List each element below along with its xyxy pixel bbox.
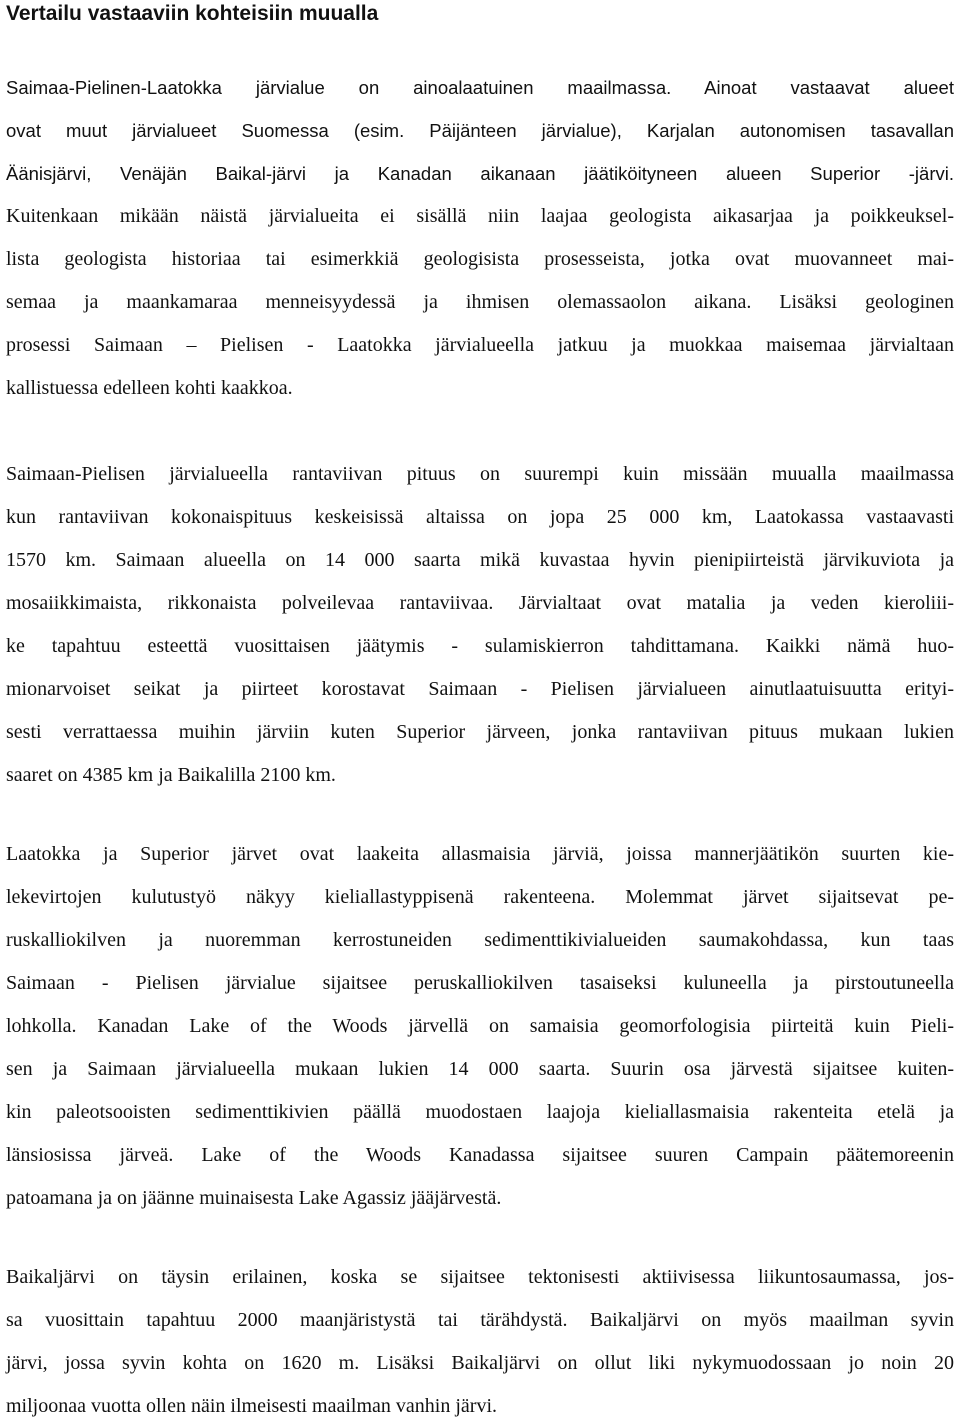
- text-line: [6, 625, 954, 668]
- text-line-content: sesti verrattaessa muihin järviin kuten Superior järveen, jonka rantaviivan pituus mukaan lukien: [6, 721, 954, 743]
- text-line-content: kin paleotsooisten sedimenttikivien päällä muodostaen laajoja kieliallasmaisia rakenteita etelä ja: [6, 1101, 954, 1123]
- text-line-content: Baikaljärvi on täysin erilainen, koska se sijaitsee tektonisesti aktiivisessa liikuntosaumassa, jos-: [6, 1266, 954, 1288]
- text-line: [6, 152, 954, 195]
- text-line: [6, 754, 954, 797]
- text-line-content: semaa ja maankamaraa menneisyydessä ja ihmisen olemassaolon aikana.: [6, 291, 752, 313]
- text-line-content: lohkolla. Kanadan Lake of the Woods järvellä on samaisia geomorfologisia piirteitä kuin Pieli-: [6, 1015, 954, 1037]
- text-line-content: Äänisjärvi, Venäjän Baikal-järvi ja Kanadan aikanaan jäätiköityneen alueen Superior -järvi.: [6, 163, 954, 184]
- text-line: [6, 833, 954, 876]
- text-line-content: länsiosissa järveä. Lake of the Woods Kanadassa sijaitsee suuren Campain päätemoreenin: [6, 1144, 954, 1166]
- text-line-content: lekevirtojen kulutustyö näkyy kieliallastyppisenä rakenteena. Molemmat järvet sijaitsevat pe-: [6, 886, 954, 908]
- text-line-content: miljoonaa vuotta ollen näin ilmeisesti maailman vanhin järvi.: [6, 1395, 497, 1417]
- paragraph-laatokka-superior: [6, 833, 954, 1220]
- text-line: [6, 1385, 954, 1428]
- text-line: [6, 66, 954, 109]
- text-line: [6, 367, 954, 410]
- text-line-content: ruskalliokilven ja nuoremman kerrostuneiden sedimenttikivialueiden saumakohdassa, kun taas: [6, 929, 954, 951]
- text-line-content: Laatokka ja Superior järvet ovat laakeita allasmaisia järviä, joissa mannerjäätikön suurten kie-: [6, 843, 954, 865]
- text-line-content: Saimaan - Pielisen järvialue sijaitsee peruskalliokilven tasaiseksi kuluneella ja pirstoutuneella: [6, 972, 954, 994]
- text-line: [6, 582, 954, 625]
- text-line: [6, 324, 954, 367]
- text-line-content: ovat muut järvialueet Suomessa (esim. Päijänteen järvialue), Karjalan autonomisen tasavallan: [6, 120, 954, 141]
- text-line: [6, 1134, 954, 1177]
- text-line: [6, 281, 954, 324]
- text-line: [6, 962, 954, 1005]
- text-line: [6, 195, 954, 238]
- text-line-content: Kuitenkaan mikään näistä järvialueita ei sisällä niin laajaa geologista aikasarjaa ja poikkeuksel-: [6, 205, 954, 227]
- text-line-content: sen ja Saimaan järvialueella mukaan lukien 14 000 saarta. Suurin osa järvestä sijaitsee kuiten-: [6, 1058, 954, 1080]
- text-line: [6, 1091, 954, 1134]
- text-line-content: mosaiikkimaista, rikkonaista polveilevaa rantaviivaa. Järvialtaat ovat matalia ja veden kieroliii-: [6, 592, 954, 614]
- text-line-content: prosessi Saimaan – Pielisen - Laatokka järvialueella jatkuu ja muokkaa maisemaa järvialtaan: [6, 334, 954, 356]
- text-line: [6, 238, 954, 281]
- text-line-tail: Lisäksi geologinen: [751, 291, 954, 313]
- paragraph-comparison-intro: [6, 66, 954, 410]
- document-title: Vertailu vastaaviin kohteisiin muualla: [6, 2, 379, 25]
- text-line: [6, 109, 954, 152]
- text-line-content: Saimaa-Pielinen-Laatokka järvialue on ainoalaatuinen maailmassa. Ainoat vastaavat alueet: [6, 77, 954, 98]
- paragraph-shoreline: [6, 453, 954, 797]
- text-line: [6, 496, 954, 539]
- text-line: [6, 919, 954, 962]
- text-line-content: järvi, jossa syvin kohta on 1620 m. Lisäksi Baikaljärvi on ollut liki nykymuodossaan jo noin 20: [6, 1352, 954, 1374]
- text-line-content: kun rantaviivan kokonaispituus keskeisissä altaissa on jopa 25 000 km, Laatokassa vastaavasti: [6, 506, 954, 528]
- text-line: [6, 876, 954, 919]
- text-line: [6, 539, 954, 582]
- text-line-content: ke tapahtuu esteettä vuosittaisen jäätymis - sulamiskierron tahdittamana. Kaikki nämä huo-: [6, 635, 954, 657]
- text-line-content: mionarvoiset seikat ja piirteet korostavat Saimaan - Pielisen järvialueen ainutlaatuisuutta erityi-: [6, 678, 954, 700]
- text-line: [6, 1005, 954, 1048]
- text-line: [6, 1342, 954, 1385]
- text-line: [6, 711, 954, 754]
- text-line-content: 1570 km. Saimaan alueella on 14 000 saarta mikä kuvastaa hyvin pienipiirteistä järvikuviota ja: [6, 549, 954, 571]
- text-line: [6, 1256, 954, 1299]
- text-line-content: Saimaan-Pielisen järvialueella rantaviivan pituus on suurempi kuin missään muualla maailmassa: [6, 463, 954, 485]
- text-line-content: saaret on 4385 km ja Baikalilla 2100 km.: [6, 764, 336, 786]
- text-line: [6, 453, 954, 496]
- paragraph-baikal: [6, 1256, 954, 1428]
- text-line-content: kallistuessa edelleen kohti kaakkoa.: [6, 377, 293, 399]
- text-line: [6, 1177, 954, 1220]
- text-line-content: patoamana ja on jäänne muinaisesta Lake Agassiz jääjärvestä.: [6, 1187, 502, 1209]
- text-line-content: lista geologista historiaa tai esimerkkiä geologisista prosesseista, jotka ovat muovanneet mai-: [6, 248, 954, 270]
- text-line-content: sa vuosittain tapahtuu 2000 maanjäristystä tai tärähdystä. Baikaljärvi on myös maailman syvin: [6, 1309, 954, 1331]
- text-line: [6, 1048, 954, 1091]
- text-line: [6, 668, 954, 711]
- text-line: [6, 1299, 954, 1342]
